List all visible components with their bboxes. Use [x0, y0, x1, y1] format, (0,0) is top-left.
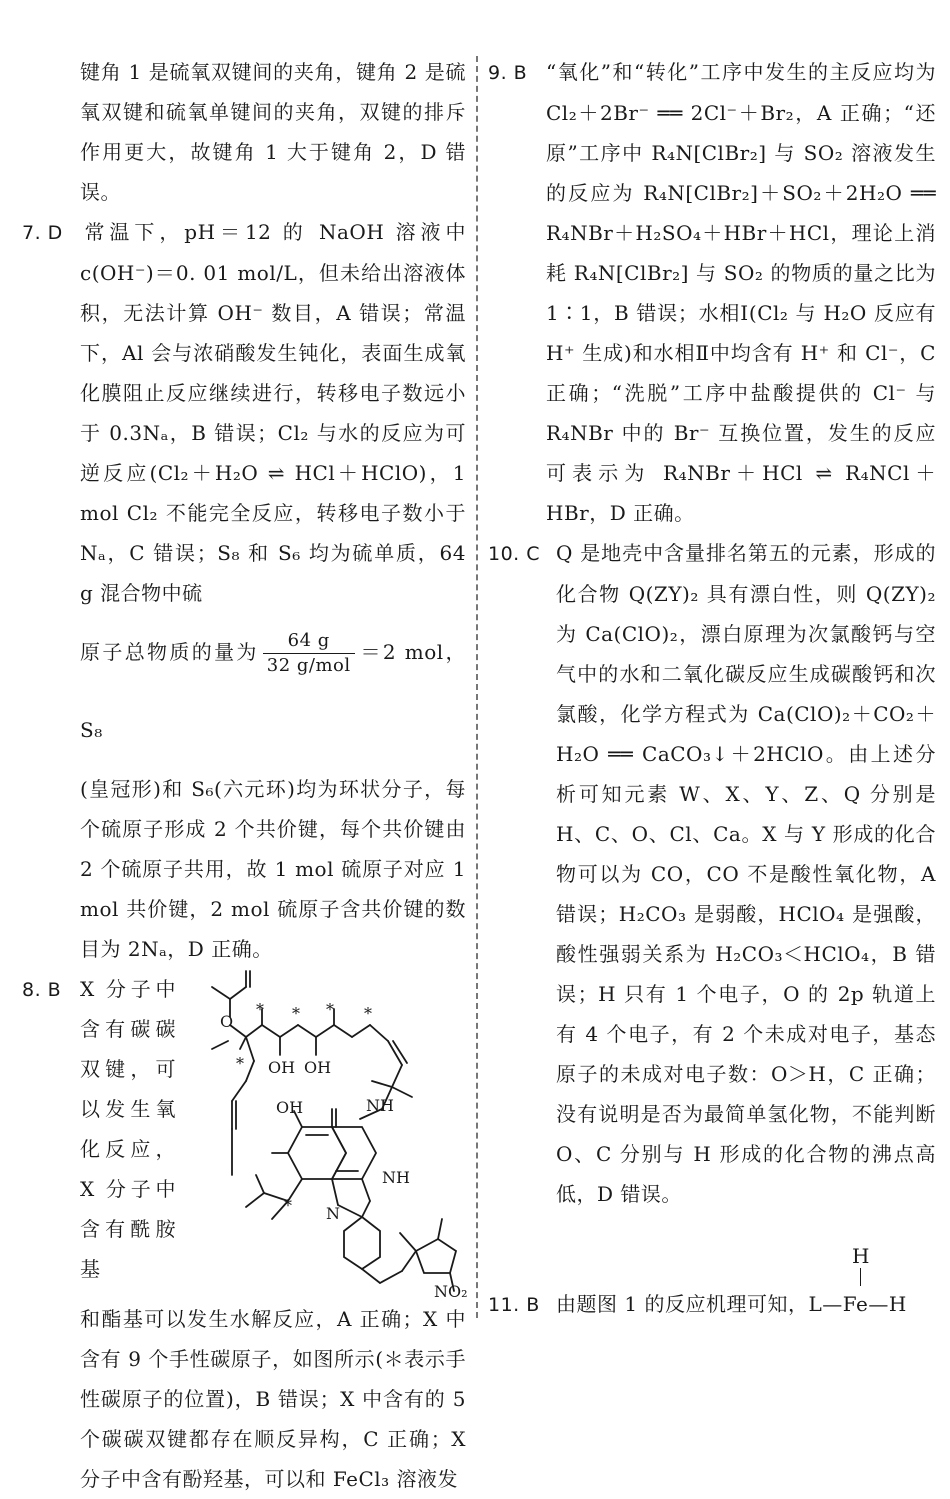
q11-h-top: H	[852, 1244, 870, 1268]
q7-number: 7. D	[22, 222, 63, 244]
fraction-denominator: 32 g/mol	[266, 655, 351, 676]
q9-text: “氧化”和“转化”工序中发生的主反应均为 Cl₂＋2Br⁻ ══ 2Cl⁻＋Br₂，A 正确；“还原”工序中 R₄N[ClBr₂] 与 SO₂ 溶液发生的反应为 R₄N[ClBr₂]＋SO₂＋2H₂O ══ R₄NBr＋H₂SO₄＋HBr＋HCl，理论上消耗 R₄N[ClBr₂] 与 SO₂ 的物质的量之比为 1∶1，B 错误；水相Ⅰ(Cl₂ 与 H₂O 反应有 H⁺ 生成)和水相Ⅱ中均含有 H⁺ 和 Cl⁻，C 正确；“洗脱”工序中盐酸提供的 Cl⁻ 与 R₄NBr 中的 Br⁻ 互换位置，发生的反应可表示为 R₄NBr＋HCl ⇌ R₄NCl＋HBr，D 正确。	[546, 60, 936, 525]
mol-label-nh2: NH	[382, 1168, 410, 1187]
q11-number: 11. B	[488, 1294, 540, 1316]
fe-h-bond	[860, 1268, 861, 1286]
chiral-star: *	[236, 1054, 244, 1073]
q11-text: 由题图 1 的反应机理可知，L—Fe—H	[556, 1292, 907, 1316]
fraction	[263, 629, 355, 678]
q8-text: 和酯基可以发生水解反应，A 正确；X 中含有 9 个手性碳原子，如图所示(＊表示手性碳原子的位置)，B 错误；X 中含有的 5 个碳碳双键都存在顺反异构，C 正确；X 分子中含有酚羟基，可以和 FeCl₃ 溶液发	[80, 1307, 466, 1491]
q8-number: 8. B	[22, 979, 62, 1001]
q10-paragraph	[488, 533, 936, 1214]
q9-number: 9. B	[488, 62, 528, 84]
mol-label-oh3: OH	[276, 1098, 304, 1117]
q7-frac-prefix: 原子总物质的量为	[80, 640, 259, 664]
q7-fraction-line	[22, 613, 466, 769]
q7-paragraph	[22, 212, 466, 613]
chiral-star: *	[364, 1004, 372, 1023]
column-divider	[476, 56, 478, 1318]
chiral-star: *	[326, 1000, 334, 1019]
q7-text-2: (皇冠形)和 S₆(六元环)均为环状分子，每个硫原子形成 2 个共价键，每个共价键由 2 个硫原子共用，故 1 mol 硫原子对应 1 mol 共价键，2 mol 硫原子含共价键的数目为 2Nₐ，D 正确。	[80, 777, 466, 961]
q11-line	[488, 1284, 936, 1325]
right-column	[488, 52, 936, 1214]
mol-label-no2: NO₂	[434, 1282, 468, 1301]
mol-label-oh1: OH	[268, 1058, 296, 1077]
fe-h-label	[852, 1244, 869, 1268]
q8-side-text: X 分子中含有碳碳双键，可以发生氧化反应，X 分子中含有酰胺基	[80, 977, 176, 1281]
q10-text: Q 是地壳中含量排名第五的元素，形成的化合物 Q(ZY)₂ 具有漂白性，则 Q(ZY)₂ 为 Ca(ClO)₂，漂白原理为次氯酸钙与空气中的水和二氧化碳反应生成碳酸钙和次氯酸，化学方程式为 Ca(ClO)₂＋CO₂＋H₂O ══ CaCO₃↓＋2HClO。由上述分析可知元素 W、X、Y、Z、Q 分别是 H、C、O、Cl、Ca。X 与 Y 形成的化合物可以为 CO，CO 不是酸性氧化物，A 错误；H₂CO₃ 是弱酸，HClO₄ 是强酸，酸性强弱关系为 H₂CO₃＜HClO₄，B 错误；H 只有 1 个电子，O 的 2p 轨道上有 4 个电子，有 2 个未成对电子，基态原子的未成对电子数：O＞H，C 正确；没有说明是否为最简单氢化物，不能判断 O、C 分别与 H 形成的化合物的沸点高低，D 错误。	[556, 541, 936, 1206]
q11-paragraph	[488, 1284, 936, 1325]
q7-frac-suffix: ＝2 mol，S₈	[80, 640, 467, 742]
chiral-star: *	[292, 1004, 300, 1023]
mol-label-o: O	[220, 1012, 234, 1031]
mol-label-oh2: OH	[304, 1058, 332, 1077]
q8-figure-block	[22, 969, 466, 1299]
mol-label-nh1: NH	[366, 1096, 394, 1115]
fraction-numerator: 64 g	[263, 629, 355, 654]
left-column	[22, 52, 466, 1499]
molecule-structure-x	[202, 969, 468, 1301]
chiral-star: *	[284, 1196, 292, 1215]
chiral-star: *	[256, 1000, 264, 1019]
q6-tail-text: 键角 1 是硫氧双键间的夹角，键角 2 是硫氧双键和硫氧单键间的夹角，双键的排斥作用更大，故键角 1 大于键角 2，D 错误。	[80, 60, 466, 204]
q9-paragraph	[488, 52, 936, 533]
q10-number: 10. C	[488, 543, 541, 565]
q7-text: 常温下，pH＝12 的 NaOH 溶液中 c(OH⁻)＝0. 01 mol/L，但未给出溶液体积，无法计算 OH⁻ 数目，A 错误；常温下，Al 会与浓硝酸发生钝化，表面生成氧化膜阻止反应继续进行，转移电子数远小于 0.3Nₐ，B 错误；Cl₂ 与水的反应为可逆反应(Cl₂＋H₂O ⇌ HCl＋HClO)，1 mol Cl₂ 不能完全反应，转移电子数小于 Nₐ，C 错误；S₈ 和 S₆ 均为硫单质，64 g 混合物中硫	[80, 220, 466, 605]
mol-label-n: N	[326, 1204, 340, 1223]
